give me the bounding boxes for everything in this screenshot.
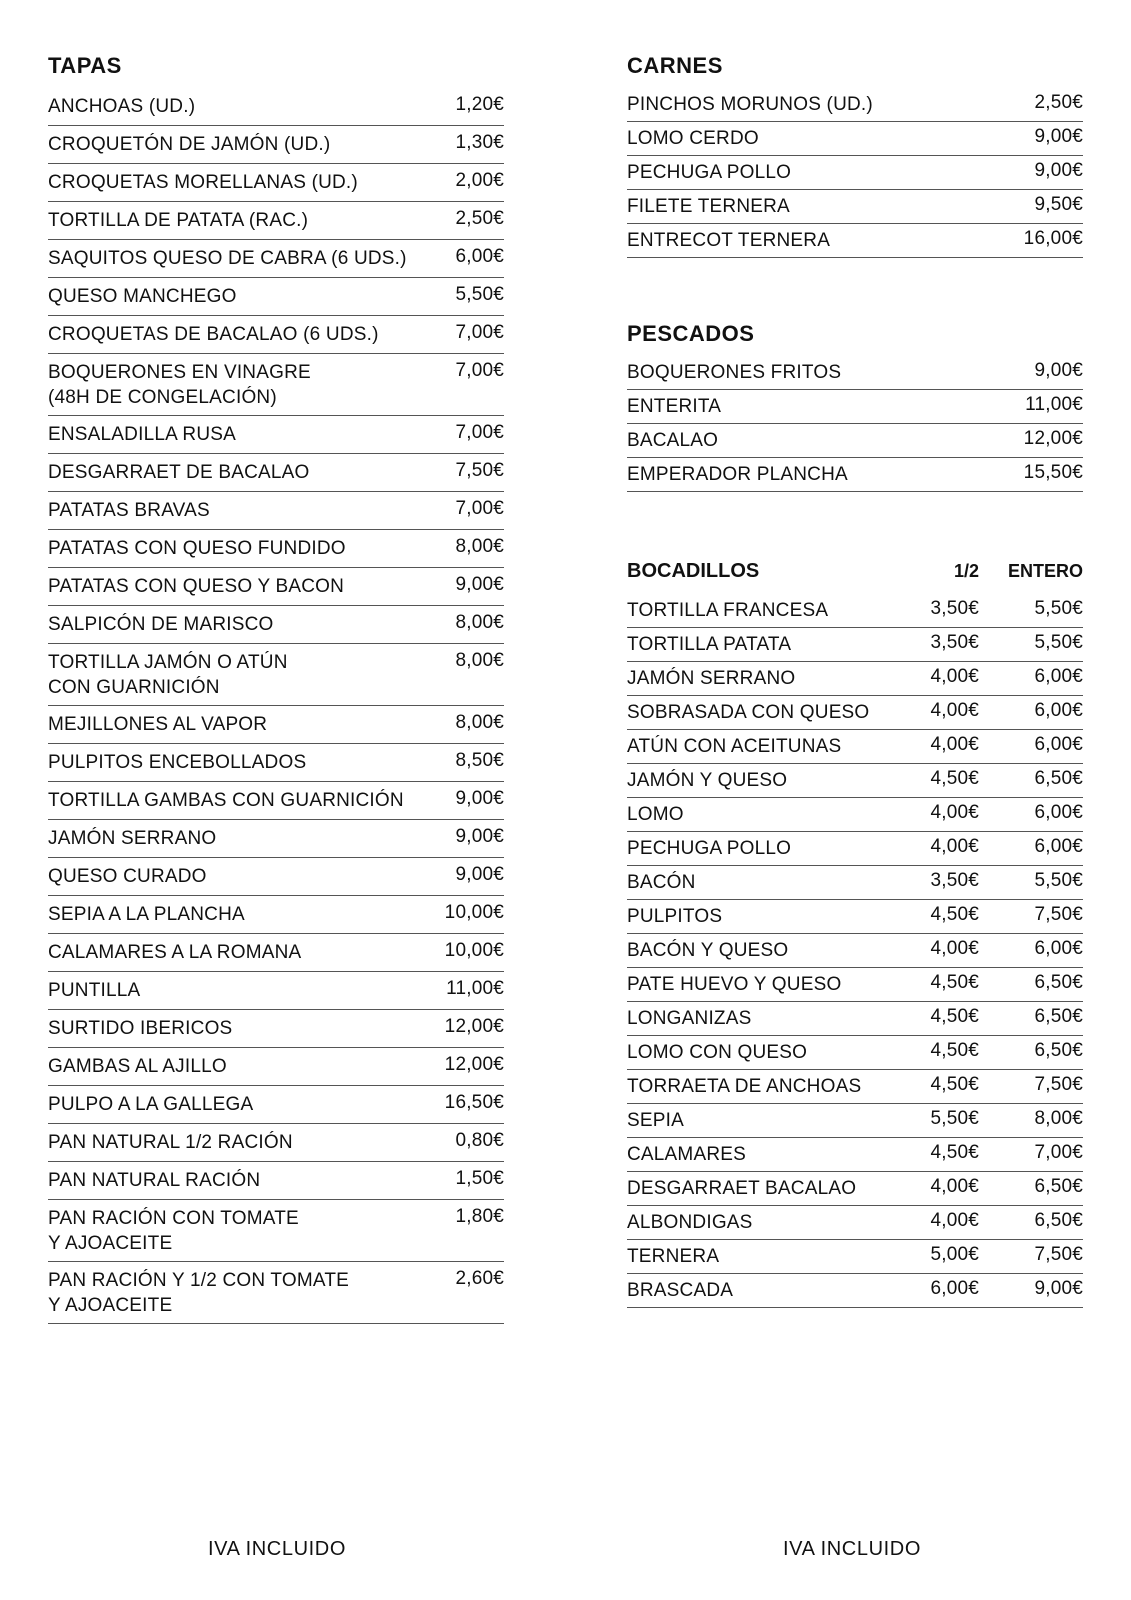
bocadillo-row	[627, 900, 1083, 934]
half-price: 4,00€	[930, 836, 979, 857]
half-price: 4,50€	[930, 972, 979, 993]
bocadillo-row	[627, 1274, 1083, 1308]
item-name: SALPICÓN DE MARISCO	[48, 614, 274, 635]
item-name: PATE HUEVO Y QUESO	[627, 974, 842, 995]
bocadillo-row	[627, 866, 1083, 900]
item-name: PATATAS BRAVAS	[48, 500, 210, 521]
full-price: 6,00€	[1034, 802, 1083, 823]
item-name: JAMÓN Y QUESO	[627, 770, 788, 791]
menu-item-row	[627, 156, 1083, 190]
item-price: 1,50€	[455, 1168, 504, 1189]
item-price: 2,50€	[455, 208, 504, 229]
menu-item-row	[48, 240, 504, 278]
item-name: CALAMARES	[627, 1144, 747, 1165]
item-price: 16,00€	[1023, 228, 1083, 249]
half-price: 4,50€	[930, 1074, 979, 1095]
carnes-title: CARNES	[627, 53, 723, 78]
full-price: 9,00€	[1034, 1278, 1083, 1299]
full-price: 6,50€	[1034, 1176, 1083, 1197]
menu-item-row	[48, 896, 504, 934]
item-name: BOQUERONES FRITOS	[627, 362, 842, 383]
item-price: 12,00€	[1023, 428, 1083, 449]
item-name: ENSALADILLA RUSA	[48, 424, 237, 445]
pescados-title: PESCADOS	[627, 321, 755, 346]
menu-item-row	[48, 1262, 504, 1324]
item-name: LONGANIZAS	[627, 1008, 752, 1029]
bocadillos-section	[627, 554, 1083, 1308]
menu-item-row	[48, 972, 504, 1010]
item-name: PAN NATURAL RACIÓN	[48, 1170, 261, 1191]
tapas-list	[48, 88, 504, 1324]
menu-item-row	[48, 1010, 504, 1048]
item-name: SURTIDO IBERICOS	[48, 1018, 233, 1039]
full-price: 7,00€	[1034, 1142, 1083, 1163]
item-price: 10,00€	[444, 940, 504, 961]
carnes-list	[627, 88, 1083, 258]
bocadillo-row	[627, 832, 1083, 866]
bocadillo-row	[627, 696, 1083, 730]
right-column	[627, 52, 1083, 1308]
full-price: 6,50€	[1034, 1040, 1083, 1061]
bocadillos-header	[627, 554, 1083, 594]
footer-left-note: IVA INCLUIDO	[208, 1538, 346, 1560]
bocadillo-row	[627, 1036, 1083, 1070]
menu-item-row	[48, 316, 504, 354]
item-price: 9,00€	[1034, 360, 1083, 381]
full-price: 5,50€	[1034, 598, 1083, 619]
item-price: 7,00€	[455, 498, 504, 519]
item-price: 11,00€	[1025, 394, 1083, 415]
item-name: PATATAS CON QUESO Y BACON	[48, 576, 345, 597]
item-name: ATÚN CON ACEITUNAS	[627, 736, 842, 757]
item-name: GAMBAS AL AJILLO	[48, 1056, 227, 1077]
menu-item-row	[48, 644, 504, 706]
menu-item-row	[48, 1048, 504, 1086]
full-price: 5,50€	[1034, 632, 1083, 653]
item-price: 2,00€	[455, 170, 504, 191]
half-price: 4,50€	[930, 768, 979, 789]
item-name: ALBONDIGAS	[627, 1212, 753, 1233]
item-price: 16,50€	[444, 1092, 504, 1113]
half-price: 3,50€	[930, 632, 979, 653]
half-price: 5,00€	[930, 1244, 979, 1265]
half-price: 4,00€	[930, 666, 979, 687]
footer-right-note: IVA INCLUIDO	[783, 1538, 921, 1560]
item-price: 10,00€	[444, 902, 504, 923]
item-name: TORTILLA JAMÓN O ATÚN CON GUARNICIÓN	[48, 652, 288, 698]
item-name: TORRAETA DE ANCHOAS	[627, 1076, 862, 1097]
bocadillo-row	[627, 1172, 1083, 1206]
item-price: 15,50€	[1023, 462, 1083, 483]
item-name: SEPIA A LA PLANCHA	[48, 904, 245, 925]
item-name: TORTILLA PATATA	[627, 634, 792, 655]
item-name: PULPITOS ENCEBOLLADOS	[48, 752, 307, 773]
bocadillo-row	[627, 934, 1083, 968]
item-name: PAN RACIÓN Y 1/2 CON TOMATE Y AJOACEITE	[48, 1270, 350, 1316]
item-name: LOMO	[627, 804, 684, 825]
bocadillo-row	[627, 764, 1083, 798]
bocadillo-row	[627, 968, 1083, 1002]
half-price: 3,50€	[930, 870, 979, 891]
half-price: 4,50€	[930, 1040, 979, 1061]
item-name: TORTILLA DE PATATA (RAC.)	[48, 210, 309, 231]
menu-item-row	[48, 530, 504, 568]
item-name: EMPERADOR PLANCHA	[627, 464, 848, 485]
bocadillo-row	[627, 1002, 1083, 1036]
menu-item-row	[48, 782, 504, 820]
half-price: 4,00€	[930, 1210, 979, 1231]
item-name: LOMO CON QUESO	[627, 1042, 808, 1063]
full-price: 6,50€	[1034, 1210, 1083, 1231]
item-price: 9,50€	[1034, 194, 1083, 215]
item-name: CALAMARES A LA ROMANA	[48, 942, 302, 963]
bocadillos-list	[627, 594, 1083, 1308]
menu-item-row	[627, 224, 1083, 258]
item-name: SEPIA	[627, 1110, 684, 1131]
item-name: PULPITOS	[627, 906, 723, 927]
item-name: PINCHOS MORUNOS (UD.)	[627, 94, 873, 115]
item-name: PULPO A LA GALLEGA	[48, 1094, 254, 1115]
item-price: 7,50€	[455, 460, 504, 481]
item-name: CROQUETAS MORELLANAS (UD.)	[48, 172, 358, 193]
full-price: 8,00€	[1034, 1108, 1083, 1129]
half-price: 4,50€	[930, 1006, 979, 1027]
item-price: 9,00€	[455, 788, 504, 809]
half-price: 4,00€	[930, 802, 979, 823]
menu-item-row	[48, 164, 504, 202]
half-price: 4,50€	[930, 904, 979, 925]
item-name: TERNERA	[627, 1246, 720, 1267]
half-price: 4,50€	[930, 1142, 979, 1163]
item-price: 9,00€	[455, 574, 504, 595]
item-name: BACÓN	[627, 872, 696, 893]
item-price: 2,50€	[1034, 92, 1083, 113]
item-name: ENTERITA	[627, 396, 722, 417]
bocadillos-half-header: 1/2	[953, 561, 979, 581]
item-name: PECHUGA POLLO	[627, 162, 792, 183]
full-price: 7,50€	[1034, 904, 1083, 925]
item-name: PUNTILLA	[48, 980, 141, 1001]
item-price: 7,00€	[455, 360, 504, 381]
menu-item-row	[48, 606, 504, 644]
item-name: MEJILLONES AL VAPOR	[48, 714, 268, 735]
menu-item-row	[48, 126, 504, 164]
menu-item-row	[48, 202, 504, 240]
full-price: 6,50€	[1034, 972, 1083, 993]
item-name: DESGARRAET BACALAO	[627, 1178, 857, 1199]
half-price: 4,00€	[930, 1176, 979, 1197]
bocadillo-row	[627, 1240, 1083, 1274]
full-price: 5,50€	[1034, 870, 1083, 891]
bocadillo-row	[627, 798, 1083, 832]
menu-item-row	[48, 354, 504, 416]
item-price: 12,00€	[444, 1054, 504, 1075]
pescados-list	[627, 356, 1083, 492]
half-price: 4,00€	[930, 734, 979, 755]
item-name: PECHUGA POLLO	[627, 838, 792, 859]
item-name: SOBRASADA CON QUESO	[627, 702, 870, 723]
item-price: 8,00€	[455, 650, 504, 671]
item-name: FILETE TERNERA	[627, 196, 790, 217]
item-name: BACÓN Y QUESO	[627, 940, 789, 961]
menu-item-row	[48, 706, 504, 744]
item-price: 12,00€	[444, 1016, 504, 1037]
item-name: JAMÓN SERRANO	[627, 668, 796, 689]
menu-item-row	[48, 416, 504, 454]
menu-item-row	[48, 1086, 504, 1124]
menu-item-row	[48, 744, 504, 782]
menu-item-row	[48, 820, 504, 858]
bocadillos-title: BOCADILLOS	[627, 560, 760, 582]
item-price: 9,00€	[455, 826, 504, 847]
item-price: 8,00€	[455, 612, 504, 633]
spacer	[627, 258, 1083, 320]
item-name: QUESO CURADO	[48, 866, 207, 887]
bocadillo-row	[627, 594, 1083, 628]
full-price: 6,50€	[1034, 768, 1083, 789]
item-price: 0,80€	[455, 1130, 504, 1151]
item-price: 1,30€	[455, 132, 504, 153]
menu-item-row	[48, 88, 504, 126]
menu-item-row	[48, 1200, 504, 1262]
item-name: SAQUITOS QUESO DE CABRA (6 UDS.)	[48, 248, 407, 269]
bocadillo-row	[627, 1138, 1083, 1172]
full-price: 6,00€	[1034, 938, 1083, 959]
item-price: 2,60€	[455, 1268, 504, 1289]
tapas-title: TAPAS	[48, 53, 122, 78]
menu-item-row	[627, 122, 1083, 156]
item-price: 11,00€	[446, 978, 504, 999]
menu-item-row	[627, 424, 1083, 458]
item-price: 1,20€	[455, 94, 504, 115]
item-name: BACALAO	[627, 430, 719, 451]
half-price: 6,00€	[930, 1278, 979, 1299]
item-name: BRASCADA	[627, 1280, 734, 1301]
item-name: LOMO CERDO	[627, 128, 759, 149]
bocadillo-row	[627, 662, 1083, 696]
item-name: TORTILLA GAMBAS CON GUARNICIÓN	[48, 790, 404, 811]
full-price: 6,50€	[1034, 1006, 1083, 1027]
bocadillo-row	[627, 1206, 1083, 1240]
menu-item-row	[48, 454, 504, 492]
item-price: 1,80€	[455, 1206, 504, 1227]
bocadillos-full-header: ENTERO	[1007, 561, 1083, 581]
pescados-section	[627, 320, 1083, 492]
menu-item-row	[48, 1162, 504, 1200]
item-price: 8,00€	[455, 712, 504, 733]
menu-item-row	[48, 1124, 504, 1162]
menu-item-row	[627, 458, 1083, 492]
left-column	[48, 52, 504, 1324]
carnes-section	[627, 52, 1083, 258]
item-price: 9,00€	[455, 864, 504, 885]
item-price: 8,50€	[455, 750, 504, 771]
menu-item-row	[48, 492, 504, 530]
full-price: 6,00€	[1034, 666, 1083, 687]
half-price: 3,50€	[930, 598, 979, 619]
item-price: 7,00€	[455, 422, 504, 443]
item-name: PAN RACIÓN CON TOMATE Y AJOACEITE	[48, 1208, 299, 1254]
item-name: BOQUERONES EN VINAGRE (48H DE CONGELACIÓN)	[48, 362, 311, 408]
tapas-section	[48, 52, 504, 1324]
item-name: CROQUETAS DE BACALAO (6 UDS.)	[48, 324, 379, 345]
menu-item-row	[627, 88, 1083, 122]
item-price: 8,00€	[455, 536, 504, 557]
item-name: PATATAS CON QUESO FUNDIDO	[48, 538, 346, 559]
menu-item-row	[627, 356, 1083, 390]
half-price: 4,00€	[930, 938, 979, 959]
full-price: 6,00€	[1034, 836, 1083, 857]
item-name: ENTRECOT TERNERA	[627, 230, 831, 251]
item-name: JAMÓN SERRANO	[48, 828, 217, 849]
item-name: PAN NATURAL 1/2 RACIÓN	[48, 1132, 293, 1153]
full-price: 6,00€	[1034, 734, 1083, 755]
spacer	[627, 492, 1083, 554]
item-price: 5,50€	[455, 284, 504, 305]
full-price: 7,50€	[1034, 1244, 1083, 1265]
half-price: 4,00€	[930, 700, 979, 721]
bocadillo-row	[627, 1070, 1083, 1104]
full-price: 7,50€	[1034, 1074, 1083, 1095]
menu-item-row	[48, 568, 504, 606]
item-name: DESGARRAET DE BACALAO	[48, 462, 310, 483]
item-price: 9,00€	[1034, 126, 1083, 147]
full-price: 6,00€	[1034, 700, 1083, 721]
item-name: TORTILLA FRANCESA	[627, 600, 829, 621]
bocadillo-row	[627, 730, 1083, 764]
bocadillo-row	[627, 628, 1083, 662]
item-name: QUESO MANCHEGO	[48, 286, 237, 307]
half-price: 5,50€	[930, 1108, 979, 1129]
menu-item-row	[627, 190, 1083, 224]
item-price: 9,00€	[1034, 160, 1083, 181]
bocadillo-row	[627, 1104, 1083, 1138]
item-price: 6,00€	[455, 246, 504, 267]
menu-item-row	[48, 278, 504, 316]
item-price: 7,00€	[455, 322, 504, 343]
item-name: CROQUETÓN DE JAMÓN (UD.)	[48, 134, 331, 155]
item-name: ANCHOAS (UD.)	[48, 96, 196, 117]
menu-item-row	[48, 858, 504, 896]
menu-item-row	[627, 390, 1083, 424]
menu-item-row	[48, 934, 504, 972]
